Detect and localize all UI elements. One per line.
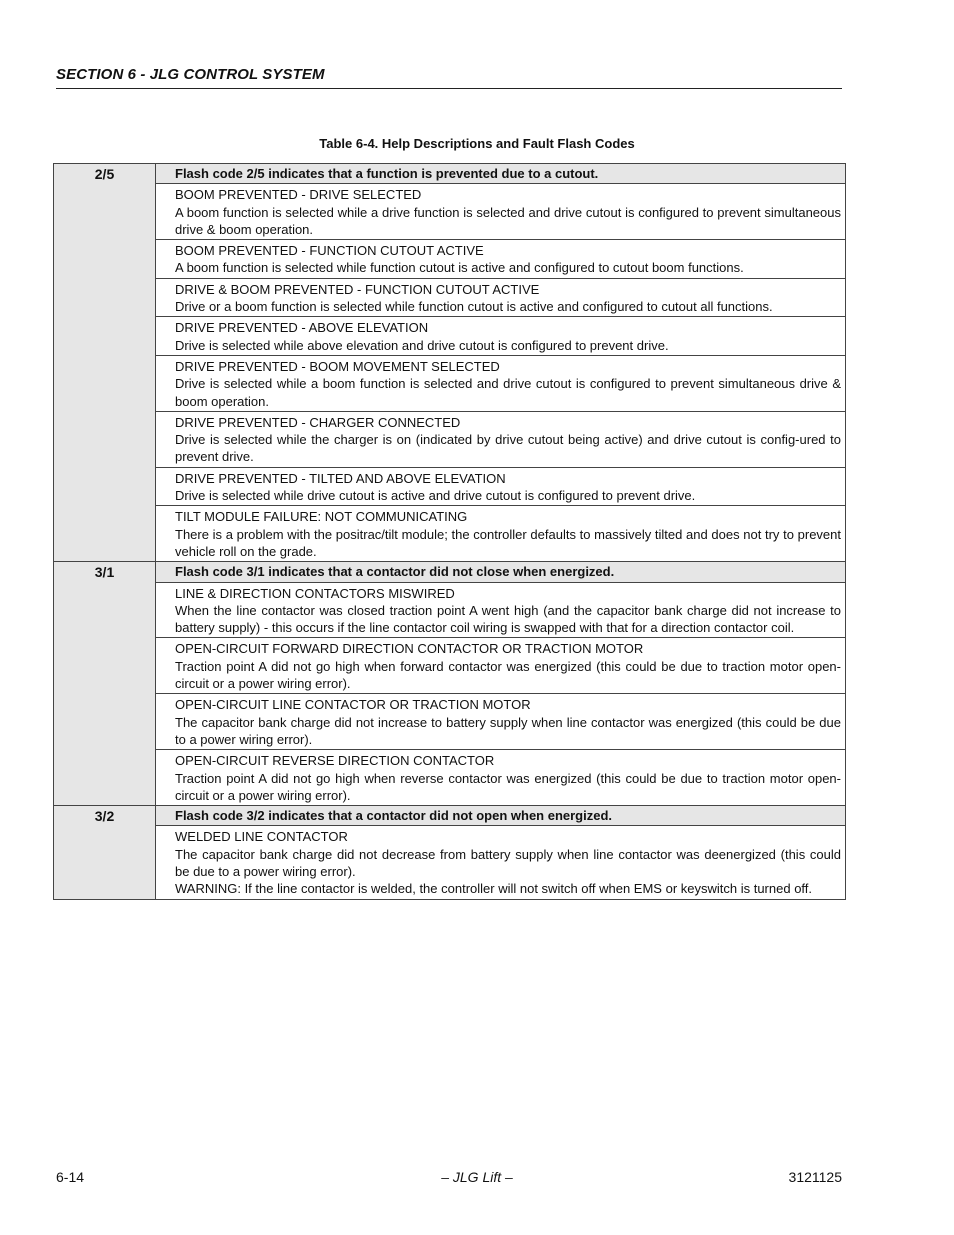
fault-description [156,750,846,806]
fault-text: The capacitor bank charge did not increase to battery supply when line contactor was energized (this could be due to a power wiring error). [175,714,841,747]
fault-row [54,582,846,638]
fault-title: DRIVE PREVENTED - TILTED AND ABOVE ELEVATION [175,470,506,486]
fault-row [54,694,846,750]
page-number: 6-14 [56,1169,85,1185]
fault-row [54,278,846,317]
flash-code-heading: Flash code 3/2 indicates that a contactor did not open when energized. [156,806,846,826]
fault-title: OPEN-CIRCUIT FORWARD DIRECTION CONTACTOR OR TRACTION MOTOR [175,641,644,657]
flash-code-row [54,164,846,184]
fault-text: Traction point A did not go high when reverse contactor was energized (this could be due to traction motor open-circuit or a power wiring error). [175,770,841,803]
fault-title: DRIVE & BOOM PREVENTED - FUNCTION CUTOUT ACTIVE [175,281,540,297]
fault-row [54,750,846,806]
fault-description [156,506,846,562]
fault-description [156,826,846,899]
fault-text: Drive or a boom function is selected while function cutout is active and configured to cutout all functions. [175,299,773,315]
fault-text: The capacitor bank charge did not decrease from battery supply when line contactor was deenergized (this could be due to a power wiring error). [175,846,841,879]
fault-description [156,694,846,750]
flash-code: 3/2 [54,806,156,899]
fault-row [54,240,846,279]
fault-description [156,638,846,694]
fault-title: TILT MODULE FAILURE: NOT COMMUNICATING [175,509,468,525]
fault-code-table [53,163,846,900]
fault-title: OPEN-CIRCUIT LINE CONTACTOR OR TRACTION MOTOR [175,697,531,713]
fault-row [54,826,846,899]
fault-title: BOOM PREVENTED - FUNCTION CUTOUT ACTIVE [175,243,484,259]
fault-title: DRIVE PREVENTED - ABOVE ELEVATION [175,320,429,336]
fault-description [156,317,846,356]
fault-warning-text: WARNING: If the line contactor is welded, the controller will not switch off when EMS or keyswitch is turned off. [175,881,813,897]
fault-title: WELDED LINE CONTACTOR [175,829,348,845]
footer-brand: – JLG Lift – [441,1169,513,1185]
fault-row [54,638,846,694]
fault-row [54,411,846,467]
fault-row [54,317,846,356]
document-number: 3121125 [788,1169,842,1185]
flash-code-heading: Flash code 3/1 indicates that a contactor did not close when energized. [156,562,846,582]
fault-description [156,355,846,411]
fault-text: A boom function is selected while function cutout is active and configured to cutout boom functions. [175,260,744,276]
table-title: Table 6-4. Help Descriptions and Fault Flash Codes [319,136,635,151]
fault-title: OPEN-CIRCUIT REVERSE DIRECTION CONTACTOR [175,753,495,769]
fault-text: Drive is selected while above elevation and drive cutout is configured to prevent drive. [175,337,669,353]
fault-row [54,506,846,562]
fault-description [156,411,846,467]
fault-description [156,184,846,240]
fault-description [156,467,846,506]
fault-text: Drive is selected while a boom function is selected and drive cutout is configured to prevent simultaneous drive & boom operation. [175,376,841,409]
fault-text: When the line contactor was closed traction point A went high (and the capacitor bank charge did not increase to battery supply) - this occurs if the line contactor coil wiring is swapped with that for a direction contactor coil. [175,602,841,636]
fault-text: Drive is selected while the charger is on (indicated by drive cutout being active) and drive cutout is config-ured to prevent drive. [175,432,841,465]
flash-code-row [54,806,846,826]
fault-description [156,240,846,279]
fault-text: A boom function is selected while a drive function is selected and drive cutout is configured to prevent simultaneous drive & boom operation. [175,204,841,237]
flash-code-heading: Flash code 2/5 indicates that a function is prevented due to a cutout. [156,164,846,184]
fault-title: BOOM PREVENTED - DRIVE SELECTED [175,187,422,203]
fault-text: There is a problem with the positrac/tilt module; the controller defaults to massively tilted and does not try to prevent vehicle roll on the grade. [175,526,841,559]
fault-title: DRIVE PREVENTED - BOOM MOVEMENT SELECTED [175,358,500,374]
fault-description [156,278,846,317]
fault-row [54,355,846,411]
fault-text: Traction point A did not go high when forward contactor was energized (this could be due to traction motor open-circuit or a power wiring error). [175,658,841,692]
flash-code: 3/1 [54,562,156,806]
fault-description [156,582,846,638]
fault-title: DRIVE PREVENTED - CHARGER CONNECTED [175,414,461,430]
fault-row [54,467,846,506]
fault-text: Drive is selected while drive cutout is active and drive cutout is configured to prevent drive. [175,488,696,504]
fault-row [54,184,846,240]
flash-code: 2/5 [54,164,156,562]
fault-title: LINE & DIRECTION CONTACTORS MISWIRED [175,585,455,601]
flash-code-row [54,562,846,582]
section-title: SECTION 6 - JLG CONTROL SYSTEM [56,66,842,89]
